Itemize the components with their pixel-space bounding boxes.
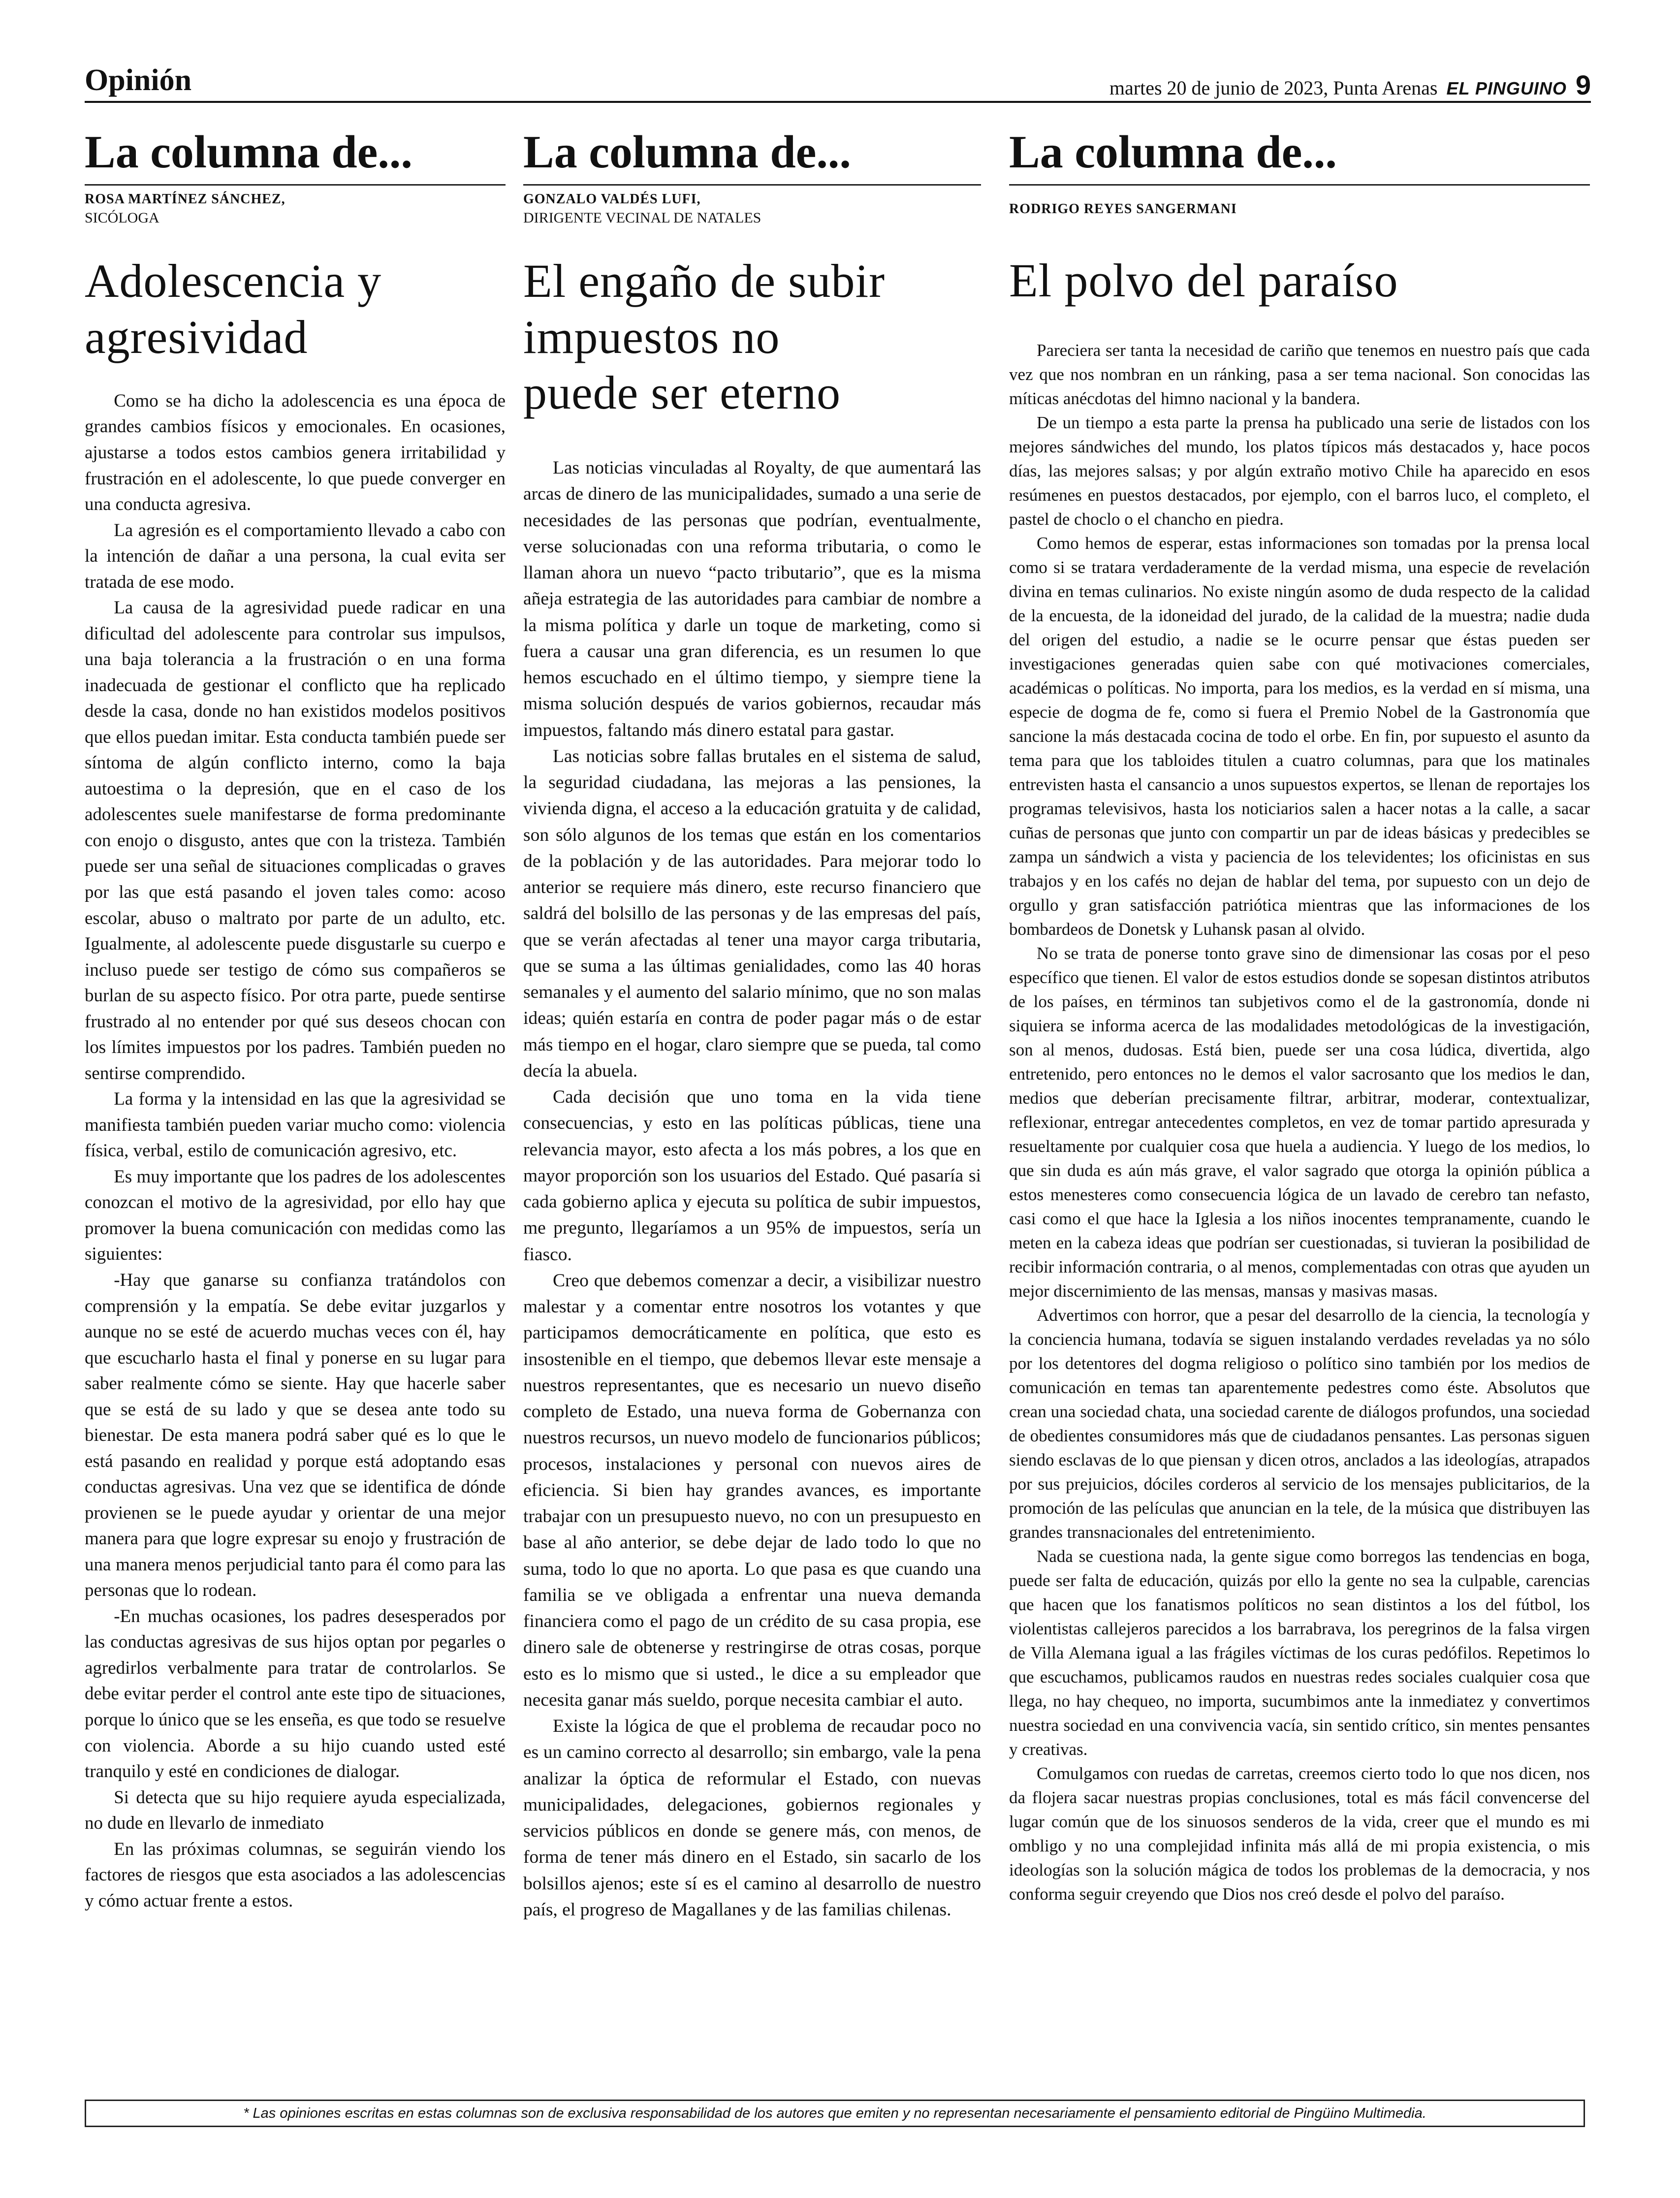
column-2 [523,129,981,1923]
column-author-role: DIRIGENTE VECINAL DE NATALES [523,210,761,226]
kicker-rule [523,184,981,186]
paragraph: Advertimos con horror, que a pesar del desarrollo de la ciencia, la tecnología y la conciencia humana, todavía se siguen instalando verdades reveladas ya no sólo por los detentores del dogma religioso o político sino también por los medios de comunicación en temas tan aparentemente pedestres como éste. Absolutos que crean una sociedad chata, una sociedad carente de diálogos profundos, una sociedad de obedientes consumidores más que de ciudadanos pensantes. Las personas siguen siendo esclavas de lo que piensan y dicen otros, anclados a las ideologías, atrapados por sus prejuicios, dóciles corderos al servicio de los mensajes publicitarios, de la promoción de las películas que anuncian en la tele, de la música que distribuyen las grandes transnacionales del entretenimiento. [1009,1305,1590,1542]
column-headline [1009,253,1590,308]
column-author: RODRIGO REYES SANGERMANI [1009,201,1237,217]
column-author: ROSA MARTÍNEZ SÁNCHEZ, [85,191,285,207]
paragraph: -Hay que ganarse su confianza tratándolos con comprensión y la empatía. Se debe evitar juzgarlos y aunque no se esté de acuerdo muchas veces con él, hay que escucharlo hasta el final y ponerse en su lugar para saber realmente cómo se siente. Hay que hacerle saber que se está de su lado y que se desea ante todo su bienestar. De esta manera podrá saber qué es lo que le está pasando en realidad y porque está adoptando esas conductas agresivas. Una vez que se identifica de dónde provienen se le puede ayudar y orientar de una mejor manera para que logre expresar su enojo y frustración de una manera menos perjudicial tanto para él como para las personas que lo rodean. [85,1270,506,1601]
column-3 [1009,129,1590,1906]
column-body [85,388,506,1914]
newspaper-brand: EL PINGUINO [1446,78,1567,98]
headline-line: agresividad [85,310,308,363]
page-header [85,63,1591,102]
column-headline [85,253,506,365]
disclaimer-note: * Las opiniones escritas en estas columnas son de exclusiva responsabilidad de los autores que emiten y no representan necesariamente el pensamiento editorial de Pingüino Multimedia. [85,2100,1585,2127]
publication-date: martes 20 de junio de 2023, Punta Arenas [1109,77,1438,99]
paragraph: La agresión es el comportamiento llevado a cabo con la intención de dañar a una persona, la cual evita ser tratada de ese modo. [85,520,506,592]
column-body [523,455,981,1923]
paragraph: La forma y la intensidad en las que la agresividad se manifiesta también pueden variar mucho como: violencia física, verbal, estilo de comunicación agresivo, etc. [85,1089,506,1161]
paragraph: Es muy importante que los padres de los adolescentes conozcan el motivo de la agresividad, por ello hay que promover la buena comunicación con medidas como las siguientes: [85,1166,506,1265]
headline-line: El engaño de subir [523,255,886,308]
paragraph: Si detecta que su hijo requiere ayuda especializada, no dude en llevarlo de inmediato [85,1787,506,1834]
paragraph: Comulgamos con ruedas de carretas, creemos cierto todo lo que nos dicen, nos da flojera sacar nuestras propias conclusiones, total es más fácil convencerse del lugar común que de los sinuosos senderos de la vida, creer que el mundo es mi ombligo y no una complejidad infinita más allá de mi propia existencia, o mis ideologías son la solución mágica de todos los problemas de la democracia, y nos conforma seguir creyendo que Dios nos creó desde el polvo del paraíso. [1009,1763,1590,1904]
headline-line: puede ser eterno [523,366,841,419]
kicker-rule [1009,184,1590,186]
paragraph: No se trata de ponerse tonto grave sino de dimensionar las cosas por el peso específico que tienen. El valor de estos estudios donde se sopesan distintos atributos de los países, en términos tan subjetivos como el de la gastronomía, donde ni siquiera se informa acerca de las modalidades metodológicas de la investigación, son al menos, dudosas. Está bien, puede ser una cosa lúdica, divertida, algo entretenido, pero entonces no le demos el valor sacrosanto que los medios le dan, medios que deberían precisamente filtrar, arbitrar, moderar, contextualizar, reflexionar, entregar antecedentes completos, en vez de tomar partido apresurada y resueltamente por cualquier cosa que huela a audiencia. Y luego de los medios, lo que sin duda es aún más grave, el valor sagrado que otorga la opinión pública a estos menesteres como consecuencia lógica de un lavado de cerebro tan nefasto, casi como el que hace la Iglesia a los niños inocentes tempranamente, cuando le meten en la cabeza ideas que podrían ser cuestionadas, si tuvieran la posibilidad de recibir información contraria, o al menos, complementadas con otras que ayuden un mejor discernimiento de las mensas, mansas y masivas masas. [1009,943,1590,1301]
column-headline [523,253,981,420]
header-meta [1109,69,1591,101]
column-author: GONZALO VALDÉS LUFI, [523,191,701,207]
paragraph: Como se ha dicho la adolescencia es una época de grandes cambios físicos y emocionales. En ocasiones, ajustarse a todos estos cambios genera irritabilidad y frustración en el adolescente, lo que puede converger en una conducta agresiva. [85,390,506,515]
header-rule [85,101,1591,103]
paragraph: En las próximas columnas, se seguirán viendo los factores de riesgos que esta asociados a las adolescencias y cómo actuar frente a estos. [85,1839,506,1911]
paragraph: Las noticias sobre fallas brutales en el sistema de salud, la seguridad ciudadana, las mejoras a las pensiones, la vivienda digna, el acceso a la educación gratuita y de calidad, son sólo algunos de los temas que están en los comentarios de la población y de las autoridades. Para mejorar todo lo anterior se requiere más dinero, este recurso financiero que saldrá del bolsillo de las personas y de las empresas del país, que se verán afectadas al tener una mayor carga tributaria, que se suma a las últimas genialidades, como las 40 horas semanales y el aumento del salario mínimo, que no son malas ideas; quién estaría en contra de poder pagar más o de estar más tiempo en el hogar, claro siempre que se pueda, tal como decía la abuela. [523,746,981,1081]
paragraph: La causa de la agresividad puede radicar en una dificultad del adolescente para controlar sus impulsos, una baja tolerancia a la frustración o en una forma inadecuada de gestionar el conflicto que ha replicado desde la casa, donde no han existidos modelos positivos que ellos puedan imitar. Esta conducta también puede ser síntoma de algún conflicto interno, como la baja autoestima o la depresión, que en el caso de los adolescentes suele manifestarse de forma predominante con enojo o disgusto, antes que con la tristeza. También puede ser una señal de situaciones complicadas o graves por las que está pasando el joven tales como: acoso escolar, abuso o maltrato por parte de un adulto, etc. Igualmente, al adolescente puede disgustarle su cuerpo e incluso puede ser testigo de cómo sus compañeros se burlan de su aspecto físico. Por otra parte, puede sentirse frustrado al no entender por qué sus deseos chocan con los límites impuestos por los padres. También pueden no sentirse comprendido. [85,598,506,1083]
column-body [1009,338,1590,1906]
paragraph: Las noticias vinculadas al Royalty, de que aumentará las arcas de dinero de las municipalidades, sumado a una serie de necesidades de las personas que podrían, eventualmente, verse solucionadas con una reforma tributaria, o como le llaman ahora un nuevo “pacto tributario”, que es la misma añeja estrategia de las autoridades para cambiar de nombre a la misma política y darle un toque de marketing, como si fuera a causar una gran diferencia, es un resumen lo que hemos escuchado en el último tiempo, y siempre tiene la misma solución después de varios gobiernos, recaudar más impuestos, faltando más dinero estatal para gastar. [523,458,981,740]
headline-line: El polvo del paraíso [1009,254,1398,307]
paragraph: Creo que debemos comenzar a decir, a visibilizar nuestro malestar y a comentar entre nosotros los votantes y que participamos democráticamente en política, que esto es insostenible en el tiempo, que debemos llevar este mensaje a nuestros representantes, que es necesario un nuevo diseño completo de Estado, una nueva forma de Gobernanza con nuestros recursos, un nuevo modelo de funcionarios públicos; procesos, instalaciones y personal con nuevos aires de eficiencia. Si bien hay grandes avances, es importante trabajar con un presupuesto nuevo, no con un presupuesto en base al año anterior, se debe dejar de lado todo lo que no suma, todo lo que no aporta. Lo que pasa es que cuando una familia se ve obligada a enfrentar una nueva demanda financiera como el pago de un crédito de su casa propia, ese dinero sale de obtenerse y restringirse de otras cosas, porque esto es lo mismo que si usted., le dice a su empleador que necesita ganar más sueldo, porque necesita cambiar el auto. [523,1270,981,1710]
paragraph: Como hemos de esperar, estas informaciones son tomadas por la prensa local como si se tratara verdaderamente de la verdad misma, una especie de revelación divina en temas culinarios. No existe ningún asomo de duda respecto de la calidad de la encuesta, de la idoneidad del jurado, de la calidad de la muestra; nadie duda del origen del estudio, a nadie se le ocurre pensar que éstas pueden ser investigaciones generadas quien sabe con qué motivaciones comerciales, académicas o políticas. No importa, para los medios, es la verdad en sí misma, una especie de dogma de fe, como si fuera el Premio Nobel de la Gastronomía que sancione la más destacada cocina de todo el orbe. En fin, por supuesto el asunto da tema para que los tabloides titulen a cuatro columnas, para que los matinales entrevisten hasta el cansancio a unos supuestos expertos, se llenan de reportajes los programas televisivos, hasta los noticiarios salen a hacer notas a la calle, a sacar cuñas de personas que junto con compartir un par de ideas básicas y predecibles se zampa un sándwich a vista y paciencia de los televidentes; los oficinistas en sus trabajos y en los cafés no dejan de hablar del tema, por supuesto con un dejo de orgullo y gran satisfacción patriótica mientras que las informaciones de los bombardeos de Donetsk y Luhansk pasan al olvido. [1009,533,1590,939]
paragraph: Cada decisión que uno toma en la vida tiene consecuencias, y esto en las políticas públicas, tiene una relevancia mayor, esto afecta a los más pobres, a los que en mayor proporción son los usuarios del Estado. Qué pasaría si cada gobierno aplica y ejecuta su política de subir impuestos, me pregunto, llegaríamos a un 95% de impuestos, sería un fiasco. [523,1087,981,1265]
page-number: 9 [1575,69,1591,100]
headline-line: impuestos no [523,310,780,363]
paragraph: -En muchas ocasiones, los padres desesperados por las conductas agresivas de sus hijos optan por pegarles o agredirlos verbalmente para tratar de controlarlos. Se debe evitar perder el control ante este tipo de situaciones, porque lo único que se les enseña, es que todo se resuelve con violencia. Aborde a su hijo cuando usted esté tranquilo y esté en condiciones de dialogar. [85,1606,506,1782]
column-author-role: SICÓLOGA [85,210,159,226]
paragraph: Nada se cuestiona nada, la gente sigue como borregos las tendencias en boga, puede ser falta de educación, quizás por ello la gente no sea la culpable, carencias que hacen que los fanatismos políticos no sean distintos a los del fútbol, los violentistas callejeros parecidos a los barrabrava, los peregrinos de la falsa virgen de Villa Alemana igual a las frágiles víctimas de los curas pedófilos. Repetimos lo que escuchamos, publicamos raudos en nuestras redes sociales cualquier cosa que llega, no hay chequeo, no importa, sucumbimos ante la inmediatez y convertimos nuestra sociedad en una convivencia vacía, sin sentido crítico, sin mentes pensantes y creativas. [1009,1546,1590,1759]
paragraph: Pareciera ser tanta la necesidad de cariño que tenemos en nuestro país que cada vez que nos nombran en un ránking, pasa a ser tema nacional. Son conocidas las míticas anécdotas del himno nacional y la bandera. [1009,340,1590,408]
kicker-rule [85,184,506,186]
section-name: Opinión [85,64,192,97]
paragraph: De un tiempo a esta parte la prensa ha publicado una serie de listados con los mejores sándwiches del mundo, los platos típicos más destacados y, hace pocos días, las mejores salsas; y por algún extraño motivo Chile ha aparecido en esos resúmenes en puestos destacados, por ejemplo, con el barros luco, el completo, el pastel de choclo o el chancho en piedra. [1009,413,1590,529]
column-kicker: La columna de... [523,127,851,178]
column-1 [85,129,506,1914]
column-kicker: La columna de... [1009,127,1337,178]
column-kicker: La columna de... [85,127,412,178]
paragraph: Existe la lógica de que el problema de recaudar poco no es un camino correcto al desarrollo; sin embargo, vale la pena analizar la óptica de reformular el Estado, con nuevas municipalidades, delegaciones, gobiernos regionales y servicios públicos en donde se genere más, con menos, de forma de tener más dinero en el Estado, sin sacarlo de los bolsillos ajenos; este sí es el camino al desarrollo de nuestro país, el progreso de Magallanes y de las familias chilenas. [523,1716,981,1920]
headline-line: Adolescencia y [85,255,382,308]
